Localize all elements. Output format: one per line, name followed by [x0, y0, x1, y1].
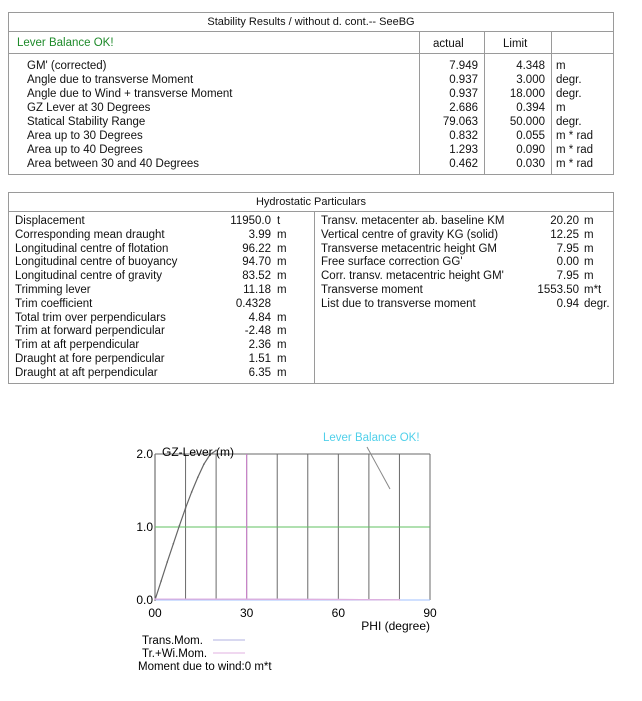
col-divider-3 [551, 31, 552, 174]
stability-row-limit: 0.030 [516, 158, 545, 170]
hydrostatic-right-value: 20.20 [550, 215, 579, 227]
chart-grid [155, 447, 430, 600]
stability-row-unit: m [556, 60, 566, 72]
legend-label: Trans.Mom. [142, 635, 203, 647]
x-axis-label: PHI (degree) [361, 619, 430, 633]
hydrostatic-left-value: 2.36 [248, 339, 271, 352]
hydrostatic-right-label: List due to transverse moment [321, 297, 476, 310]
x-tick-label: 30 [239, 606, 254, 620]
hydrostatic-left-value: 83.52 [242, 270, 271, 283]
stability-row-actual: 0.832 [449, 130, 478, 142]
stability-row-label: Angle due to Wind + transverse Moment [27, 88, 233, 100]
stability-row-label: Area up to 30 Degrees [27, 130, 143, 142]
stability-row-actual: 1.293 [449, 144, 478, 156]
chart-data-point [173, 543, 175, 545]
lever-balance-status: Lever Balance OK! [17, 37, 114, 49]
stability-row-unit: degr. [556, 116, 582, 128]
stability-row-actual: 7.949 [449, 60, 478, 72]
hydrostatic-left-label: Trim at aft perpendicular [15, 339, 140, 352]
stability-row-unit: m * rad [556, 130, 594, 142]
hydrostatic-right-label: Transverse metacentric height GM [321, 242, 497, 255]
hydrostatic-left-label: Total trim over perpendiculars [15, 311, 166, 324]
chart-data-point [185, 507, 187, 509]
annotation-pointer [367, 447, 390, 489]
stability-row-unit: degr. [556, 74, 582, 86]
hydrostatic-right-unit: m [584, 242, 594, 255]
y-axis-label: GZ-Lever (m) [162, 445, 234, 459]
hydrostatic-left-label: Longitudinal centre of buoyancy [15, 256, 178, 269]
stability-row-actual: 2.686 [449, 102, 478, 114]
stability-row-limit: 3.000 [516, 74, 545, 86]
hydrostatic-right-label: Free surface correction GG' [321, 256, 463, 269]
chart-data-point [166, 561, 168, 563]
hydrostatic-left-unit: m [277, 242, 287, 255]
hydrostatic-left-value: 11950.0 [230, 215, 271, 227]
stability-header-divider [9, 53, 613, 54]
hydrostatic-left-value: 0.4328 [235, 297, 271, 310]
hydrostatic-panel [8, 192, 614, 384]
hydrostatic-left-unit: t [277, 215, 281, 227]
hydrostatic-right-unit: m [584, 270, 594, 283]
hydrostatic-left-unit: m [277, 270, 287, 283]
hydrostatic-left-label: Trimming lever [15, 284, 91, 296]
hydrostatic-right-unit: degr. [584, 297, 610, 310]
hydrostatic-right-unit: m*t [584, 284, 602, 296]
hydrostatic-left-value: 96.22 [242, 242, 271, 255]
hydrostatic-right-unit: m [584, 215, 594, 227]
stability-results-panel [8, 12, 614, 175]
hydrostatic-left-label: Trim coefficient [15, 297, 93, 310]
stability-row-label: Statical Stability Range [27, 116, 146, 128]
stability-row-label: Angle due to transverse Moment [27, 74, 194, 86]
hydrostatic-title: Hydrostatic Particulars [9, 193, 613, 212]
stability-row-actual: 0.937 [449, 74, 478, 86]
chart-data-point [338, 599, 340, 601]
hydrostatic-left-label: Longitudinal centre of gravity [15, 270, 163, 283]
gz-lever-chart [0, 381, 642, 701]
lever-balance-annotation: Lever Balance OK! [323, 432, 420, 444]
stability-row-label: GM' (corrected) [27, 60, 107, 72]
chart-data-point [160, 580, 162, 582]
hydrostatic-left-label: Longitudinal centre of flotation [15, 242, 169, 255]
hydrostatic-right-value: 0.94 [556, 297, 579, 310]
stability-row-limit: 0.090 [516, 144, 545, 156]
x-tick-label: 90 [423, 606, 437, 620]
hydrostatic-left-value: 11.18 [243, 284, 271, 296]
hydrostatic-left-unit: m [277, 228, 287, 241]
chart-data-point [154, 598, 156, 600]
stability-row-actual: 0.937 [449, 88, 478, 100]
y-tick-label: 1.0 [136, 520, 153, 534]
hydrostatic-col-divider [314, 211, 315, 383]
chart-data-point [203, 463, 205, 465]
hydrostatic-right-label: Vertical centre of gravity KG (solid) [321, 228, 499, 241]
stability-row-unit: m * rad [556, 144, 594, 156]
chart-data-point [197, 477, 199, 479]
hydrostatic-left-unit: m [277, 256, 287, 269]
column-header-limit: Limit [503, 38, 528, 50]
stability-results-title: Stability Results / without d. cont.-- SeeBG [9, 13, 613, 32]
hydrostatic-left-value: 94.70 [242, 256, 271, 269]
stability-row-label: Area up to 40 Degrees [27, 144, 143, 156]
stability-row-label: GZ Lever at 30 Degrees [27, 102, 151, 114]
hydrostatic-left-value: -2.48 [244, 325, 271, 338]
stability-row-unit: degr. [556, 88, 582, 100]
hydrostatic-left-label: Draught at aft perpendicular [15, 366, 158, 379]
legend-label: Tr.+Wi.Mom. [142, 648, 208, 660]
y-tick-label: 2.0 [136, 447, 153, 461]
column-header-actual: actual [433, 38, 464, 50]
chart-data-point [276, 598, 278, 600]
stability-row-limit: 18.000 [509, 88, 545, 100]
hydrostatic-left-unit: m [277, 325, 287, 338]
chart-data-point [215, 598, 217, 600]
hydrostatic-right-unit: m [584, 256, 594, 269]
hydrostatic-right-label: Transv. metacenter ab. baseline KM [321, 215, 505, 227]
hydrostatic-left-label: Displacement [15, 215, 85, 227]
hydrostatic-right-value: 1553.50 [537, 284, 579, 296]
hydrostatic-left-unit: m [277, 353, 287, 365]
stability-row-unit: m [556, 102, 566, 114]
y-tick-label: 0.0 [136, 593, 153, 607]
x-tick-label: 00 [148, 606, 162, 620]
hydrostatic-left-unit: m [277, 284, 287, 296]
hydrostatic-left-label: Draught at fore perpendicular [15, 353, 165, 365]
stability-row-limit: 0.394 [516, 102, 545, 114]
chart-labels [136, 432, 437, 673]
hydrostatic-right-value: 7.95 [556, 270, 579, 283]
hydrostatic-right-value: 7.95 [556, 242, 579, 255]
stability-row-label: Area between 30 and 40 Degrees [27, 158, 199, 170]
stability-row-actual: 0.462 [449, 158, 478, 170]
hydrostatic-left-label: Trim at forward perpendicular [15, 325, 165, 338]
hydrostatic-left-unit: m [277, 311, 287, 324]
hydrostatic-right-unit: m [584, 228, 594, 241]
stability-row-limit: 50.000 [509, 116, 545, 128]
hydrostatic-left-value: 4.84 [248, 311, 271, 324]
x-tick-label: 60 [331, 606, 346, 620]
stability-row-limit: 0.055 [516, 130, 545, 142]
wind-moment-note: Moment due to wind:0 m*t [138, 661, 272, 673]
hydrostatic-right-label: Transverse moment [321, 284, 423, 296]
stability-row-actual: 79.063 [442, 116, 478, 128]
hydrostatic-left-value: 1.51 [248, 353, 271, 365]
chart-data-point [179, 525, 181, 527]
hydrostatic-right-label: Corr. transv. metacentric height GM' [321, 270, 504, 283]
hydrostatic-right-value: 12.25 [550, 228, 579, 241]
chart-data-point [191, 491, 193, 493]
hydrostatic-left-value: 6.35 [248, 366, 271, 379]
hydrostatic-left-label: Corresponding mean draught [15, 228, 165, 241]
hydrostatic-right-value: 0.00 [556, 256, 579, 269]
hydrostatic-left-unit: m [277, 339, 287, 352]
chart-data-point [399, 599, 401, 601]
hydrostatic-left-unit: m [277, 366, 287, 379]
hydrostatic-left-value: 3.99 [248, 228, 271, 241]
stability-row-unit: m * rad [556, 158, 594, 170]
stability-row-limit: 4.348 [516, 60, 545, 72]
